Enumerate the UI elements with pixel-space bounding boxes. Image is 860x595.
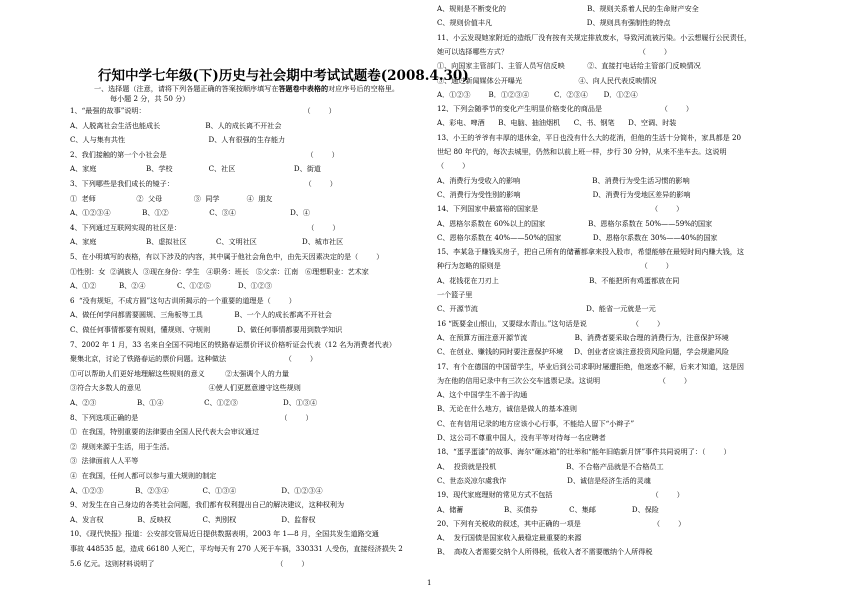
question-line: C、在创业、赚钱的同时要注意保护环境 D、创业者应该注意投资风险问题，学会规避风险: [437, 347, 729, 357]
instruction-text-end: 对应序号后的空格里。: [328, 84, 400, 93]
question-line: A、花钱花在刀刃上 B、不能把所有鸡蛋都放在同: [437, 275, 680, 285]
question-line: 6 “没有规矩，不成方圆”这句古训所揭示的一个重要的道理是（ ）: [70, 295, 296, 305]
question-line: ①、向国家主管部门、主管人员写信反映 ②、直接打电话给主管部门反映情况: [437, 61, 701, 71]
question-line: 17、有个在德国的中国留学生，毕业后到公司求职时屡遭拒绝，他迷惑不解，后来才知道，这是因: [437, 361, 744, 371]
question-line: C、开源节流 D、能省一元就是一元: [437, 304, 656, 314]
instruction-emphasis: 答题卷中表格的: [278, 84, 329, 93]
question-line: ①可以帮助人们更好地理解这些规则的意义 ②太强调个人的力量: [70, 368, 289, 378]
question-line: ④ 在我国，任何人都可以参与重大规则的制定: [70, 471, 217, 480]
question-line: C、人与集有共性 D、人有很强的生存能力: [70, 135, 286, 145]
question-line: A、①② B、②④ C、①②⑤ D、①②③: [70, 281, 272, 291]
question-line: ①性别：女 ②满族人 ③现在身份：学生 ④职务：班长 ⑤父亲：江南 ⑥理想职业：艺术家: [70, 266, 369, 276]
question-line: 19、现代家庭理财的常见方式不包括 （ ）: [437, 490, 684, 500]
question-line: 聚集北京，讨论了铁路春运的票价问题。这种做法 （ ）: [70, 354, 317, 364]
question-line: A、恩格尔系数在 60%以上的国家 B、恩格尔系数在 50%——59%的国家: [437, 218, 713, 228]
question-line: 5.6 亿元。这则材料说明了 （ ）: [70, 558, 309, 568]
question-line: 种行为忽略的原则是 （ ）: [437, 261, 673, 271]
question-line: 世纪 80 年代的，每次去城里，仍然和以前上班一样，步行 30 分钟，从来不坐车去。这说明: [437, 147, 727, 156]
question-line: C、世态炎凉尔虞我诈 D、诚信是经济生活的灵魂: [437, 475, 651, 485]
question-line: 20、下列有关税收的叙述，其中正确的一项是 （ ）: [437, 518, 686, 528]
question-line: ③ 法律面前人人平等: [70, 456, 139, 466]
question-line: A、 发行国债是国家收入最稳定最重要的来源: [437, 533, 582, 543]
question-line: 2、我们接触的第一个小社会是 （ ）: [70, 149, 339, 159]
question-line: 14、下列国家中最富裕的国家是 （ ）: [437, 204, 684, 214]
question-line: ① 在我国，特别重要的法律要由全国人民代表大会审议通过: [70, 427, 259, 437]
question-line: 事故 448535 起，造成 66180 人死亡，平均每天有 270 人死于车祸，330331 人受伤，直接经济损失 2: [70, 544, 403, 553]
question-line: 1、“最强的故事”说明： （ ）: [70, 106, 336, 115]
question-line: 一个篮子里: [437, 290, 473, 299]
question-line: A、消费行为受收入的影响 B、消费行为受生活习惯的影响: [437, 175, 690, 185]
question-line: 4、下列通过互联网实现的社区是： （ ）: [70, 222, 340, 232]
question-line: 8、下列选项正确的是 （ ）: [70, 412, 313, 422]
question-line: ③符合大多数人的意见 ④使人们更愿意遵守这些规则: [70, 383, 301, 393]
question-line: C、消费行为受性别的影响 D、消费行为受地区差异的影响: [437, 189, 691, 199]
question-line: C、做任何事情都要有规则，懂规则、守规则 D、做任何事情都要用到数学知识: [70, 325, 343, 334]
question-line: 9、对发生在自己身边的各类社会问题，我们都有权利提出自己的解决建议，这种权利为: [70, 500, 345, 510]
question-line: D、这公司不尊重中国人，没有平等对待每一名应聘者: [437, 433, 606, 442]
question-line: A、发言权 B、反映权 C、判别权 D、监督权: [70, 514, 316, 524]
question-line: B、无论在什么地方，诚信是做人的基本准则: [437, 404, 577, 414]
question-line: A、规则是不断变化的 B、规则关系着人民的生命财产安全: [437, 4, 699, 13]
instruction-text: 一、选择题（注意，请将下列各题正确的答案按顺序填写在: [94, 84, 279, 93]
question-line: C、恩格尔系数在 40%——50%的国家 D、恩格尔系数在 30%——40%的国家: [437, 232, 718, 242]
exam-title: 行知中学七年级(下)历史与社会期中考试试题卷(2008.4.30): [98, 68, 469, 84]
question-line: 16 “既要金山银山，又要绿水青山。”这句话是说 （ ）: [437, 318, 665, 328]
question-line: 15、李某急于赚钱买房子，把自己所有的储蓄都拿来投入股市，希望能够在最短时间内赚大钱，这: [437, 247, 744, 257]
question-line: （ ）: [437, 161, 470, 171]
question-line: B、 高收入者需要交纳个人所得税，低收入者不需要缴纳个人所得税: [437, 547, 653, 557]
question-line: A、做任何学问都需要圆规、三角板等工具 B、一个人的成长都离不开社会: [70, 310, 332, 320]
question-line: 10、《现代快报》报道：公安部交管局近日提供数据表明，2003 年 1—8 月，全国共发生道路交通: [70, 529, 379, 539]
question-line: 13、小王的爷爷有丰厚的退休金，平日也没有什么大的花消，但他的生活十分简朴，家具都是 20: [437, 132, 742, 142]
question-line: A、彩电、啤酒 B、电脑、抽油烟机 C、书、钢笔 D、空调、时装: [437, 118, 677, 128]
question-line: 为在他的信用记录中有三次公交车逃票记录。这说明 （ ）: [437, 375, 692, 385]
question-line: A、 投资就是投机 B、不合格产品就是不合格员工: [437, 461, 664, 471]
question-line: ① 老师 ② 父母 ③ 同学 ④ 朋友: [70, 193, 273, 203]
question-line: 3、下列哪些是我们成长的镜子： （ ）: [70, 179, 337, 188]
question-line: A、②③ B、①④ C、①②③ D、①③④: [70, 398, 318, 407]
question-line: A、这个中国学生不善于沟通: [437, 390, 528, 400]
question-line: 18、“蛋孚蛋漆”的故事、海尔“砸冰箱”的壮举和“能年旧皓新月饼”事件共同说明了：（ ）: [437, 447, 731, 457]
question-line: 7、2002 年 1 月，33 名来自全国不同地区的铁路春运票价评议价格听证会代表（12 名为消费者代表）: [70, 339, 396, 349]
page-number: 1: [427, 579, 432, 587]
question-line: 5、在小明填写的表格，有以下涉及的内容，其中属于他社会角色中，由先天因素决定的是（ ）: [70, 252, 384, 261]
question-line: ③、通过新闻媒体公开曝光 ④、向人民代表反映情况: [437, 75, 657, 85]
question-line: 11、小云发现她家附近的造纸厂没有按有关规定排放废水，导致河流被污染。小云想履行公民责任，: [437, 32, 752, 42]
instruction-line: [94, 84, 399, 93]
question-line: A、家庭 B、虚拟社区 C、文明社区 D、城市社区: [70, 237, 344, 247]
instruction-line-2: 每小题 2 分，共 50 分）: [110, 94, 190, 103]
question-line: ② 规则来源于生活，用于生活。: [70, 441, 174, 451]
question-line: C、规则价值丰凡 D、规则具有强制性的特点: [437, 18, 671, 28]
question-line: A、①②③④ B、①② C、③④ D、④: [70, 208, 310, 218]
question-line: A、家庭 B、学校 C、社区 D、街道: [70, 164, 321, 174]
question-line: A、人脱离社会生活也能成长 B、人的成长离不开社会: [70, 120, 282, 130]
question-line: 12、下列会随季节的变化产生明显价格变化的商品是 （ ）: [437, 104, 693, 114]
question-line: A、①②③ B、②③④ C、①③④ D、①②③④: [70, 485, 323, 495]
question-line: 她可以选择哪些方式？ （ ）: [437, 46, 671, 56]
question-line: C、在有信用记录的地方应该小心行事，不能给人留下“小辫子”: [437, 418, 635, 428]
question-line: A．①②③ B．①②③④ C．②③④ D．①②④: [437, 89, 638, 99]
question-line: A、在预算方面注意开源节流 B、消费者要采取合理的消费行为，注意保护环境: [437, 332, 729, 342]
question-line: A、储蓄 B、买债券 C、集邮 D、保险: [437, 504, 659, 514]
